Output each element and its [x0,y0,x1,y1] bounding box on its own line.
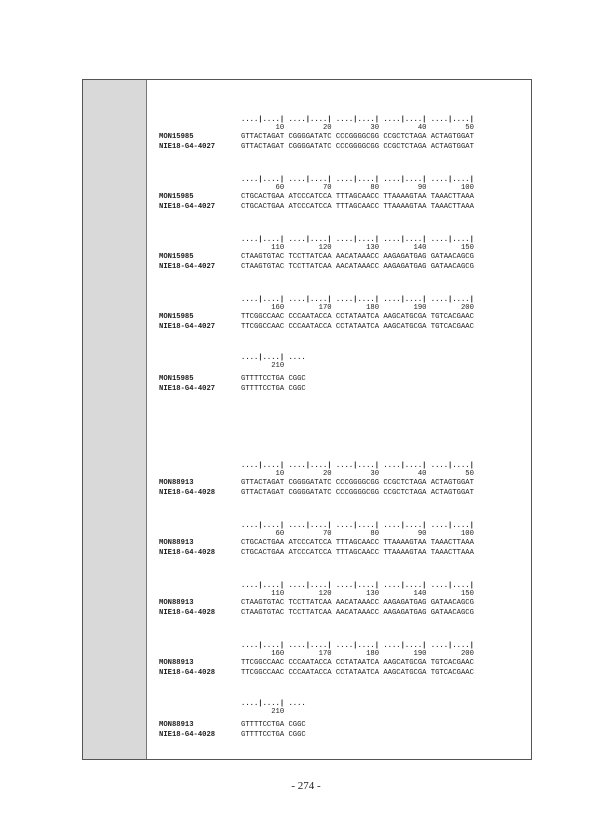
subject-row [159,731,306,739]
alignment-block [147,700,527,744]
sequence-text: CTAAGTGTAC TCCTTATCAA AACATAAACC AAGAGATGAG GATAACAGCG [241,609,474,617]
page-number: - 274 - [291,780,321,792]
sequence-name: NIE18-G4-4028 [159,489,216,497]
sequence-text: CTGCACTGAA ATCCCATCCA TTTAGCAACC TTAAAAGTAA TAAACTTAAA [241,549,474,557]
sequence-text: CTAAGTGTAC TCCTTATCAA AACATAAACC AAGAGATGAG GATAACAGCG [241,599,474,607]
query-row [159,375,306,383]
position-numbers: 210 [241,708,285,716]
subject-row [159,385,306,393]
sequence-name: MON15985 [159,253,194,261]
shaded-label-column [83,80,147,759]
position-ruler: ....|....| .... [241,700,306,708]
query-row [159,539,474,547]
sequence-text: TTCGGCCAAC CCCAATACCA CCTATAATCA AAGCATGCGA TGTCACGAAC [241,323,474,331]
sequence-name: MON88913 [159,659,194,667]
sequence-name: MON88913 [159,479,194,487]
query-row [159,721,306,729]
query-row [159,313,474,321]
position-ruler: ....|....| ....|....| ....|....| ....|....| ....|....| [241,236,474,244]
query-row [159,193,474,201]
position-ruler: ....|....| ....|....| ....|....| ....|....| ....|....| [241,176,474,184]
subject-row [159,489,474,497]
sequence-text: TTCGGCCAAC CCCAATACCA CCTATAATCA AAGCATGCGA TGTCACGAAC [241,669,474,677]
sequence-name: NIE18-G4-4027 [159,323,216,331]
sequence-name: NIE18-G4-4027 [159,143,216,151]
sequence-text: GTTTTCCTGA CGGC [241,385,306,393]
position-numbers: 210 [241,362,285,370]
sequence-text: GTTTTCCTGA CGGC [241,375,306,383]
table-frame [82,79,532,760]
alignment-block [147,236,527,280]
position-ruler: ....|....| ....|....| ....|....| ....|....| ....|....| [241,522,474,530]
subject-row [159,143,474,151]
position-numbers: 10 20 30 40 50 [241,470,474,478]
sequence-name: NIE18-G4-4028 [159,609,216,617]
alignment-content [147,80,531,759]
alignment-block [147,296,527,340]
sequence-text: GTTACTAGAT CGGGGATATC CCCGGGGCGG CCGCTCTAGA ACTAGTGGAT [241,489,474,497]
sequence-text: CTGCACTGAA ATCCCATCCA TTTAGCAACC TTAAAAGTAA TAAACTTAAA [241,203,474,211]
subject-row [159,609,474,617]
alignment-block [147,642,527,686]
sequence-name: MON15985 [159,375,194,383]
query-row [159,659,474,667]
alignment-block [147,354,527,398]
subject-row [159,669,474,677]
sequence-name: NIE18-G4-4028 [159,731,216,739]
subject-row [159,263,474,271]
subject-row [159,323,474,331]
position-ruler: ....|....| .... [241,354,306,362]
sequence-text: GTTACTAGAT CGGGGATATC CCCGGGGCGG CCGCTCTAGA ACTAGTGGAT [241,479,474,487]
subject-row [159,549,474,557]
sequence-text: CTAAGTGTAC TCCTTATCAA AACATAAACC AAGAGATGAG GATAACAGCG [241,253,474,261]
query-row [159,599,474,607]
sequence-name: MON15985 [159,133,194,141]
position-numbers: 10 20 30 40 50 [241,124,474,132]
query-row [159,479,474,487]
sequence-name: MON15985 [159,313,194,321]
position-numbers: 110 120 130 140 150 [241,244,474,252]
sequence-text: GTTACTAGAT CGGGGATATC CCCGGGGCGG CCGCTCTAGA ACTAGTGGAT [241,143,474,151]
position-numbers: 160 170 180 190 200 [241,650,474,658]
position-ruler: ....|....| ....|....| ....|....| ....|....| ....|....| [241,462,474,470]
position-numbers: 60 70 80 90 100 [241,530,474,538]
position-ruler: ....|....| ....|....| ....|....| ....|....| ....|....| [241,116,474,124]
position-ruler: ....|....| ....|....| ....|....| ....|....| ....|....| [241,582,474,590]
alignment-block [147,522,527,566]
position-numbers: 160 170 180 190 200 [241,304,474,312]
sequence-text: GTTACTAGAT CGGGGATATC CCCGGGGCGG CCGCTCTAGA ACTAGTGGAT [241,133,474,141]
sequence-text: CTGCACTGAA ATCCCATCCA TTTAGCAACC TTAAAAGTAA TAAACTTAAA [241,539,474,547]
sequence-name: NIE18-G4-4027 [159,385,216,393]
sequence-name: NIE18-G4-4027 [159,203,216,211]
subject-row [159,203,474,211]
alignment-block [147,116,527,160]
sequence-text: GTTTTCCTGA CGGC [241,731,306,739]
alignment-block [147,176,527,220]
sequence-name: NIE18-G4-4028 [159,669,216,677]
sequence-text: GTTTTCCTGA CGGC [241,721,306,729]
position-ruler: ....|....| ....|....| ....|....| ....|....| ....|....| [241,296,474,304]
sequence-name: MON88913 [159,539,194,547]
query-row [159,253,474,261]
sequence-name: MON88913 [159,599,194,607]
alignment-block [147,462,527,506]
position-ruler: ....|....| ....|....| ....|....| ....|....| ....|....| [241,642,474,650]
sequence-name: MON15985 [159,193,194,201]
alignment-block [147,582,527,626]
sequence-text: TTCGGCCAAC CCCAATACCA CCTATAATCA AAGCATGCGA TGTCACGAAC [241,313,474,321]
position-numbers: 110 120 130 140 150 [241,590,474,598]
sequence-name: MON88913 [159,721,194,729]
sequence-text: CTGCACTGAA ATCCCATCCA TTTAGCAACC TTAAAAGTAA TAAACTTAAA [241,193,474,201]
sequence-text: CTAAGTGTAC TCCTTATCAA AACATAAACC AAGAGATGAG GATAACAGCG [241,263,474,271]
query-row [159,133,474,141]
sequence-name: NIE18-G4-4027 [159,263,216,271]
position-numbers: 60 70 80 90 100 [241,184,474,192]
sequence-text: TTCGGCCAAC CCCAATACCA CCTATAATCA AAGCATGCGA TGTCACGAAC [241,659,474,667]
sequence-name: NIE18-G4-4028 [159,549,216,557]
